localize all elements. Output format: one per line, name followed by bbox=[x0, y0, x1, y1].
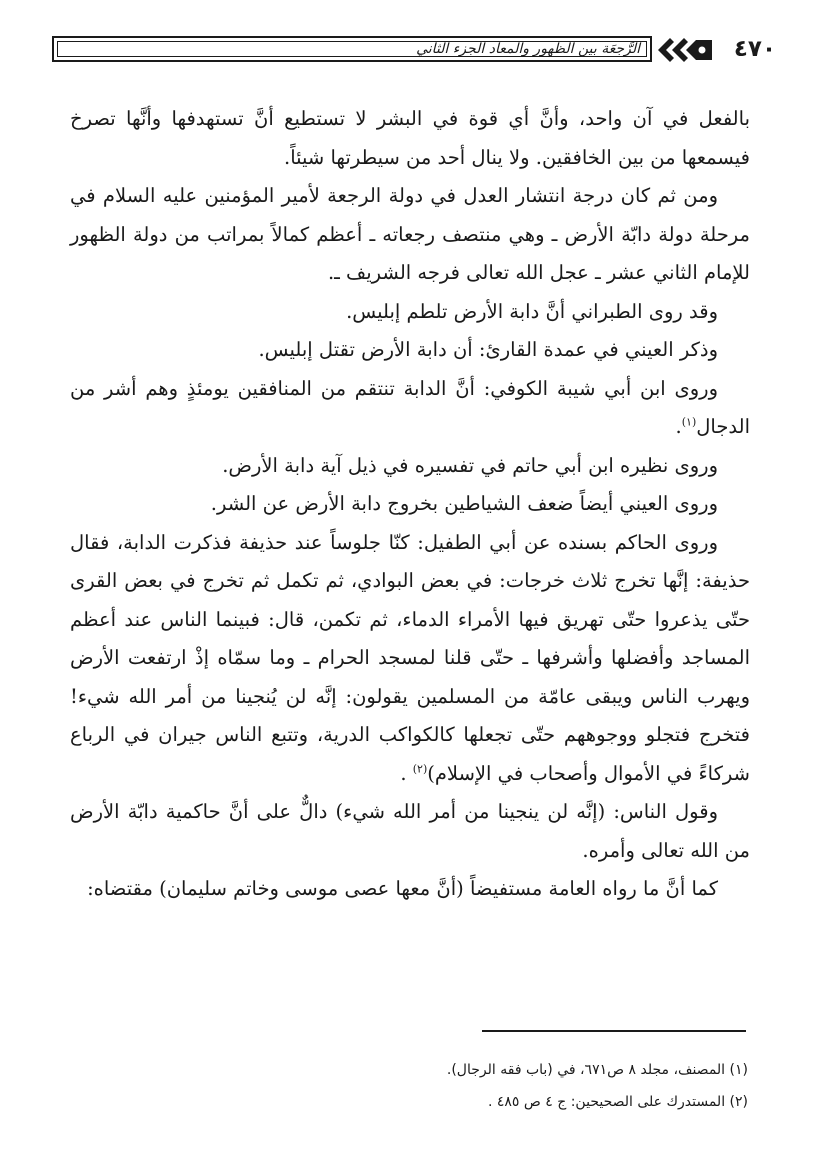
paragraph-text: وذكر العيني في عمدة القارئ: أن دابة الأرض تقتل إبليس. bbox=[258, 338, 718, 361]
page-number: ٤٧٠ bbox=[733, 36, 776, 62]
paragraph bbox=[70, 485, 750, 524]
header-ornament-icon bbox=[656, 34, 714, 66]
paragraph-text: بالفعل في آن واحد، وأنَّ أي قوة في البشر لا تستطيع أنَّ تستهدفها وأنَّها تصرخ فيسمعها من بين الخافقين. ولا ينال أحد من سيطرتها شيئاً. bbox=[70, 107, 750, 169]
footnote-marker: (١) bbox=[681, 415, 697, 429]
footnotes bbox=[70, 1054, 748, 1118]
paragraph bbox=[70, 793, 750, 870]
running-title: الرَّجعَة بين الظهور والمعاد الجزء الثاني bbox=[416, 41, 640, 57]
footnote-2: (٢) المستدرك على الصحيحين: ج ٤ ص ٤٨٥ . bbox=[487, 1094, 748, 1110]
paragraph-end-punct: . bbox=[675, 415, 682, 438]
paragraph bbox=[70, 177, 750, 293]
paragraph-text: كما أنَّ ما رواه العامة مستفيضاً (أنَّ معها عصى موسى وخاتم سليمان) مقتضاه: bbox=[87, 877, 718, 900]
paragraph-text: وروى الحاكم بسنده عن أبي الطفيل: كنّا جلوساً عند حذيفة فذكرت الدابة، فقال حذيفة: إنَّها تخرج ثلاث خرجات: في بعض البوادي، ثم تكمل ثم تخرج في بعض القرى حتّى يذعروا حتّى تهريق فيها الأمراء الدماء، ثم تكمن، قال: فبينما الناس عند أعظم المساجد وأفضلها وأشرفها ـ حتّى قلنا لمسجد الحرام ـ وما سمّاه إذْ ارتفعت الأرض ويهرب الناس ويبقى عامّة من المسلمين يقولون: إنَّه لن يُنجينا من أمر الله شيء! فتخرج فتجلو ووجوههم حتّى تجعلها كالكواكب الدرية، وتتبع الناس جيران في الرباع شركاءً في الأموال وأصحاب في الإسلام) bbox=[70, 530, 750, 785]
paragraph bbox=[70, 370, 750, 447]
paragraph bbox=[70, 447, 750, 486]
paragraph-text: ومن ثم كان درجة انتشار العدل في دولة الرجعة لأمير المؤمنين عليه السلام في مرحلة دولة دابّة الأرض ـ وهي منتصف رجعاته ـ أعظم كمالاً بمراتب من دولة الظهور للإمام الثاني عشر ـ عجل الله تعالى فرجه الشريف ـ. bbox=[70, 184, 750, 284]
running-title-frame bbox=[52, 36, 652, 62]
paragraph bbox=[70, 524, 750, 794]
paragraph-text: وروى ابن أبي شيبة الكوفي: أنَّ الدابة تنتقم من المنافقين يومئذٍ وهم أشر من الدجال bbox=[70, 376, 750, 438]
paragraph-text: وقد روى الطبراني أنَّ دابة الأرض تلطم إبليس. bbox=[346, 299, 718, 323]
body-text bbox=[70, 100, 750, 909]
paragraph-end-punct: . bbox=[400, 761, 413, 785]
paragraph bbox=[70, 331, 750, 370]
paragraph-text: وروى نظيره ابن أبي حاتم في تفسيره في ذيل آية دابة الأرض. bbox=[222, 453, 718, 477]
paragraph bbox=[70, 870, 750, 909]
page-header bbox=[52, 28, 776, 72]
footnote-1: (١) المصنف، مجلد ٨ ص٦٧١، في (باب فقه الرجال). bbox=[446, 1062, 748, 1078]
paragraph bbox=[70, 293, 750, 332]
footnote-divider bbox=[482, 1030, 746, 1032]
paragraph-text: وقول الناس: (إنَّه لن ينجينا من أمر الله شيء) دالٌّ على أنَّ حاكمية دابّة الأرض من الله تعالى وأمره. bbox=[70, 800, 750, 862]
paragraph-text: وروى العيني أيضاً ضعف الشياطين بخروج دابة الأرض عن الشر. bbox=[210, 492, 718, 515]
footnote-marker: (٢) bbox=[412, 762, 428, 775]
paragraph bbox=[70, 100, 750, 177]
